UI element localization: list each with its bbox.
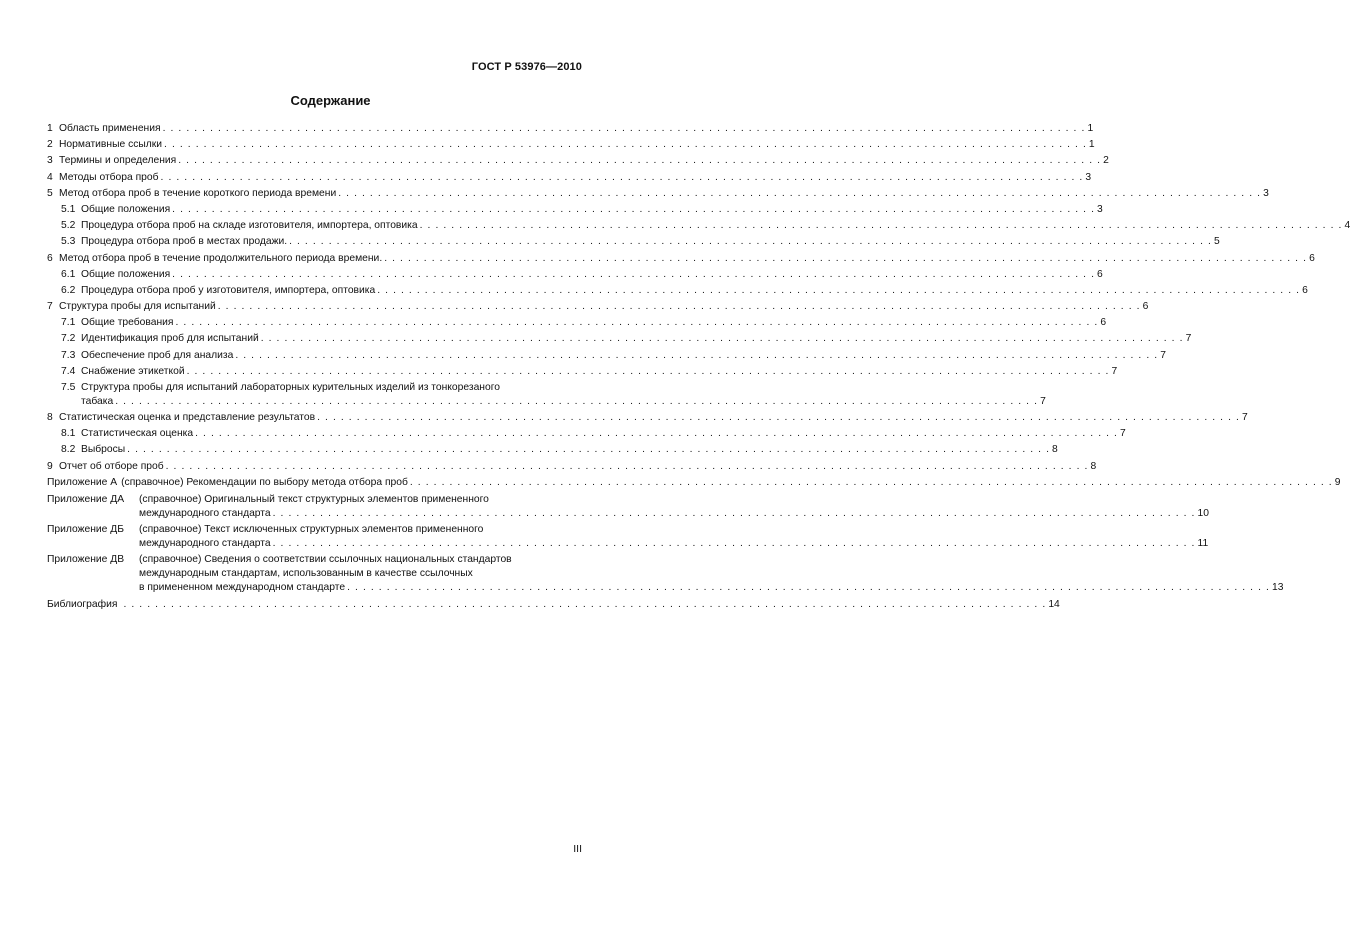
toc-entry-label: Структура пробы для испытаний xyxy=(59,301,216,313)
toc-entry-label: Обеспечение проб для анализа xyxy=(81,349,234,361)
toc-entry-number: 8 xyxy=(47,412,53,423)
toc-leader-dots: . . . . . . . . . . . . . . . . . . . . . . . . . . . . . . . . . . . . . . . . . . . . . . . . . . . . . . . . . . . . . . . . . . . . . . . . . . . . . . . . . . . . . . . . . . . . . . . . . . . . . . . . . . . . . . . . . . . . . xyxy=(347,581,1270,593)
toc-entry-number: 5.3 xyxy=(61,236,76,248)
toc-entry xyxy=(47,523,1209,551)
toc-entry-number: 5.1 xyxy=(61,203,76,215)
toc-leader-dots: . . . . . . . . . . . . . . . . . . . . . . . . . . . . . . . . . . . . . . . . . . . . . . . . . . . . . . . . . . . . . . . . . . . . . . . . . . . . . . . . . . . . . . . . . . . . . . . . . . . . . . . . . . . . . . . . . . . . . xyxy=(272,507,1196,519)
page-title: Содержание xyxy=(290,93,371,108)
toc-entry-number: Приложение ДВ xyxy=(47,553,125,565)
toc-entry-page: 6 xyxy=(1309,252,1315,264)
toc-entry-page: 5 xyxy=(1213,236,1220,248)
toc-entry xyxy=(47,251,1315,267)
toc-entry-page: 7 xyxy=(1040,396,1046,407)
toc-entry-page: 4 xyxy=(1344,220,1350,232)
toc-entry-firstline xyxy=(61,381,582,395)
toc-entry-page: 8 xyxy=(1052,444,1058,456)
toc-entry-number: 6.2 xyxy=(61,284,76,296)
toc-entry-page: 6 xyxy=(1302,284,1308,296)
toc-entry-number: Приложение А xyxy=(47,476,118,488)
toc-leader-dots: . . . . . . . . . . . . . . . . . . . . . . . . . . . . . . . . . . . . . . . . . . . . . . . . . . . . . . . . . . . . . . . . . . . . . . . . . . . . . . . . . . . . . . . . . . . . . . . . . . . . . . . . . . . . . . . . . . . . . xyxy=(172,268,1096,280)
toc-entry-number: Библиография xyxy=(47,598,118,610)
toc-leader-dots: . . . . . . . . . . . . . . . . . . . . . . . . . . . . . . . . . . . . . . . . . . . . . . . . . . . . . . . . . . . . . . . . . . . . . . . . . . . . . . . . . . . . . . . . . . . . . . . . . . . . . . . . . . . . . . . . . . . . . xyxy=(272,537,1196,549)
toc-entry xyxy=(47,459,1097,475)
toc-entry-label: Общие положения xyxy=(81,268,171,280)
toc-entry-number: Приложение ДА xyxy=(47,493,125,505)
toc-leader-dots: . . . . . . . . . . . . . . . . . . . . . . . . . . . . . . . . . . . . . . . . . . . . . . . . . . . . . . . . . . . . . . . . . . . . . . . . . . . . . . . . . . . . . . . . . . . . . . . . . . . . . . . . . . . . . . . . . . . . . xyxy=(160,171,1084,183)
toc-entry-label: Статистическая оценка и представление результатов xyxy=(59,412,316,423)
toc-entry-label: Снабжение этикеткой xyxy=(81,365,185,377)
toc-entry-continuation: международного стандарта xyxy=(139,537,271,549)
toc-entry-page: 7 xyxy=(1120,428,1126,440)
toc-entry-label: Методы отбора проб xyxy=(59,171,159,183)
toc-entry xyxy=(47,331,1192,347)
toc-leader-dots: . . . . . . . . . . . . . . . . . . . . . . . . . . . . . . . . . . . . . . . . . . . . . . . . . . . . . . . . . . . . . . . . . . . . . . . . . . . . . . . . . . . . . . . . . . . . . . . . . . . . . . . . . . . . . . . . . . . . . xyxy=(162,123,1086,134)
toc-entry-number: 5 xyxy=(47,187,53,199)
toc-leader-dots: . . . . . . . . . . . . . . . . . . . . . . . . . . . . . . . . . . . . . . . . . . . . . . . . . . . . . . . . . . . . . . . . . . . . . . . . . . . . . . . . . . . . . . . . . . . . . . . . . . . . . . . . . . . . . . . . . . . . . xyxy=(384,252,1308,264)
toc-entry-number: 3 xyxy=(47,155,53,167)
toc-leader-dots: . . . . . . . . . . . . . . . . . . . . . . . . . . . . . . . . . . . . . . . . . . . . . . . . . . . . . . . . . . . . . . . . . . . . . . . . . . . . . . . . . . . . . . . . . . . . . . . . . . . . . . . . . . . . . . . . . . . . . xyxy=(195,428,1119,440)
toc-entry xyxy=(47,121,1094,137)
toc-entry-page: 7 xyxy=(1160,349,1166,361)
toc-entry-label: Нормативные ссылки xyxy=(59,139,163,151)
toc-leader-dots: . . . . . . . . . . . . . . . . . . . . . . . . . . . . . . . . . . . . . . . . . . . . . . . . . . . . . . . . . . . . . . . . . . . . . . . . . . . . . . . . . . . . . . . . . . . . . . . . . . . . . . . . . . . . . . . . . . . . . xyxy=(164,139,1087,151)
table-of-contents xyxy=(47,121,1350,613)
toc-entry-label: (справочное) Оригинальный текст структурных элементов примененного xyxy=(139,493,489,505)
toc-leader-dots: . . . . . . . . . . . . . . . . . . . . . . . . . . . . . . . . . . . . . . . . . . . . . . . . . . . . . . . . . . . . . . . . . . . . . . . . . . . . . . . . . . . . . . . . . . . . . . . . . . . . . . . . . . . . . . . . . . . . . xyxy=(127,444,1051,456)
toc-entry-page: 1 xyxy=(1088,139,1095,151)
toc-entry-label: Область применения xyxy=(59,123,161,134)
toc-entry xyxy=(47,234,1220,250)
toc-leader-dots: . . . . . . . . . . . . . . . . . . . . . . . . . . . . . . . . . . . . . . . . . . . . . . . . . . . . . . . . . . . . . . . . . . . . . . . . . . . . . . . . . . . . . . . . . . . . . . . . . . . . . . . . . . . . . . . . . . . . . xyxy=(165,460,1089,472)
toc-entry-label: Статистическая оценка xyxy=(81,428,194,440)
toc-entry-number: 7.5 xyxy=(61,382,76,393)
toc-entry-page: 3 xyxy=(1263,187,1269,199)
toc-entry-lastline xyxy=(47,507,1209,521)
toc-entry-number: Приложение ДБ xyxy=(47,523,124,535)
toc-entry-page: 2 xyxy=(1103,155,1109,167)
toc-leader-dots: . . . . . . . . . . . . . . . . . . . . . . . . . . . . . . . . . . . . . . . . . . . . . . . . . . . . . . . . . . . . . . . . . . . . . . . . . . . . . . . . . . . . . . . . . . . . . . . . . . . . . . . . . . . . . . . . . . . . . xyxy=(186,365,1110,377)
toc-entry-label: Общие положения xyxy=(81,203,171,215)
toc-entry-page: 3 xyxy=(1097,203,1103,215)
toc-leader-dots: . . . . . . . . . . . . . . . . . . . . . . . . . . . . . . . . . . . . . . . . . . . . . . . . . . . . . . . . . . . . . . . . . . . . . . . . . . . . . . . . . . . . . . . . . . . . . . . . . . . . . . . . . . . . . . . . . . . . . xyxy=(289,236,1212,248)
toc-leader-dots: . . . . . . . . . . . . . . . . . . . . . . . . . . . . . . . . . . . . . . . . . . . . . . . . . . . . . . . . . . . . . . . . . . . . . . . . . . . . . . . . . . . . . . . . . . . . . . . . . . . . . . . . . . . . . . . . . . . . . xyxy=(178,155,1102,167)
toc-leader-dots: . . . . . . . . . . . . . . . . . . . . . . . . . . . . . . . . . . . . . . . . . . . . . . . . . . . . . . . . . . . . . . . . . . . . . . . . . . . . . . . . . . . . . . . . . . . . . . . . . . . . . . . . . . . . . . . . . . . . . xyxy=(377,284,1301,296)
toc-entry-number: 5.2 xyxy=(61,220,76,232)
toc-entry-number: 9 xyxy=(47,460,53,472)
toc-entry-number: 8.2 xyxy=(61,444,76,456)
toc-entry-page: 11 xyxy=(1197,537,1209,549)
toc-leader-dots: . . . . . . . . . . . . . . . . . . . . . . . . . . . . . . . . . . . . . . . . . . . . . . . . . . . . . . . . . . . . . . . . . . . . . . . . . . . . . . . . . . . . . . . . . . . . . . . . . . . . . . . . . . . . . . . . . . . . . xyxy=(123,598,1047,610)
toc-entry-firstline xyxy=(47,523,582,537)
toc-entry-page: 7 xyxy=(1185,333,1192,345)
toc-entry xyxy=(47,218,1350,234)
toc-entry-page: 14 xyxy=(1048,598,1060,610)
toc-entry-number: 2 xyxy=(47,139,53,151)
toc-entry-page: 13 xyxy=(1271,581,1284,593)
toc-entry-number: 7.1 xyxy=(61,317,76,329)
toc-entry-continuation: в примененном международном стандарте xyxy=(139,581,346,593)
toc-entry xyxy=(47,299,1149,315)
toc-entry-label: (справочное) Текст исключенных структурных элементов примененного xyxy=(139,523,484,535)
toc-entry-label: Термины и определения xyxy=(59,155,177,167)
toc-entry-number: 1 xyxy=(47,123,53,134)
toc-entry-page: 10 xyxy=(1197,507,1209,519)
toc-entry xyxy=(47,597,1060,613)
toc-entry-label: Процедура отбора проб в местах продажи. xyxy=(81,236,288,248)
toc-entry-firstline xyxy=(47,493,582,507)
toc-entry-label: Отчет об отборе проб xyxy=(59,460,164,472)
toc-entry-page: 6 xyxy=(1097,268,1103,280)
toc-entry-label: Процедура отбора проб на складе изготовителя, импортера, оптовика xyxy=(81,220,418,232)
toc-entry-lastline xyxy=(47,537,1209,551)
toc-leader-dots: . . . . . . . . . . . . . . . . . . . . . . . . . . . . . . . . . . . . . . . . . . . . . . . . . . . . . . . . . . . . . . . . . . . . . . . . . . . . . . . . . . . . . . . . . . . . . . . . . . . . . . . . . . . . . . . . . . . . . xyxy=(235,349,1159,361)
page-number: III xyxy=(573,843,582,855)
toc-entry-label: Структура пробы для испытаний лабораторных курительных изделий из тонкорезаного xyxy=(81,382,500,393)
toc-leader-dots: . . . . . . . . . . . . . . . . . . . . . . . . . . . . . . . . . . . . . . . . . . . . . . . . . . . . . . . . . . . . . . . . . . . . . . . . . . . . . . . . . . . . . . . . . . . . . . . . . . . . . . . . . . . . . . . . . . . . . xyxy=(172,203,1096,215)
toc-entry-continuation: международным стандартам, использованным в качестве ссылочных xyxy=(139,567,473,579)
toc-entry-page: 1 xyxy=(1087,123,1094,134)
toc-entry xyxy=(47,267,1103,283)
toc-entry xyxy=(47,315,1107,331)
toc-entry-page: 3 xyxy=(1085,171,1092,183)
toc-entry-page: 7 xyxy=(1241,412,1248,423)
toc-entry xyxy=(47,426,1126,442)
toc-leader-dots: . . . . . . . . . . . . . . . . . . . . . . . . . . . . . . . . . . . . . . . . . . . . . . . . . . . . . . . . . . . . . . . . . . . . . . . . . . . . . . . . . . . . . . . . . . . . . . . . . . . . . . . . . . . . . . . . . . . . . xyxy=(260,333,1184,345)
toc-entry-number: 6.1 xyxy=(61,268,76,280)
toc-entry-number: 7.3 xyxy=(61,349,76,361)
toc-entry-number: 7.2 xyxy=(61,333,76,345)
toc-entry xyxy=(47,186,1269,202)
toc-entry-lastline xyxy=(61,395,1046,409)
toc-entry-page: 6 xyxy=(1142,301,1149,313)
toc-entry-label: Общие требования xyxy=(81,317,174,329)
toc-leader-dots: . . . . . . . . . . . . . . . . . . . . . . . . . . . . . . . . . . . . . . . . . . . . . . . . . . . . . . . . . . . . . . . . . . . . . . . . . . . . . . . . . . . . . . . . . . . . . . . . . . . . . . . . . . . . . . . . . . . . . xyxy=(175,317,1099,329)
toc-entry-continuation: табака xyxy=(81,396,114,407)
toc-entry-number: 6 xyxy=(47,252,53,264)
toc-entry-page: 6 xyxy=(1100,317,1107,329)
toc-leader-dots: . . . . . . . . . . . . . . . . . . . . . . . . . . . . . . . . . . . . . . . . . . . . . . . . . . . . . . . . . . . . . . . . . . . . . . . . . . . . . . . . . . . . . . . . . . . . . . . . . . . . . . . . . . . . . . . . . . . . . xyxy=(217,301,1141,313)
toc-entry-label: Метод отбора проб в течение продолжительного периода времени. xyxy=(59,252,383,264)
toc-leader-dots: . . . . . . . . . . . . . . . . . . . . . . . . . . . . . . . . . . . . . . . . . . . . . . . . . . . . . . . . . . . . . . . . . . . . . . . . . . . . . . . . . . . . . . . . . . . . . . . . . . . . . . . . . . . . . . . . . . . . . xyxy=(419,220,1343,232)
toc-entry-number: 4 xyxy=(47,171,53,183)
toc-entry xyxy=(47,153,1109,169)
toc-entry-label: Процедура отбора проб у изготовителя, импортера, оптовика xyxy=(81,284,376,296)
toc-entry-label: Метод отбора проб в течение короткого периода времени xyxy=(59,187,337,199)
toc-entry-page: 8 xyxy=(1090,460,1097,472)
toc-entry xyxy=(47,283,1308,299)
toc-entry-lastline xyxy=(47,581,1284,595)
toc-leader-dots: . . . . . . . . . . . . . . . . . . . . . . . . . . . . . . . . . . . . . . . . . . . . . . . . . . . . . . . . . . . . . . . . . . . . . . . . . . . . . . . . . . . . . . . . . . . . . . . . . . . . . . . . . . . . . . . . . . . . . xyxy=(317,412,1240,423)
toc-entry-page: 9 xyxy=(1334,476,1341,488)
toc-entry xyxy=(47,364,1118,380)
toc-entry xyxy=(47,410,1248,426)
toc-entry xyxy=(47,137,1095,153)
toc-entry-number: 7 xyxy=(47,301,53,313)
toc-entry-label: Выбросы xyxy=(81,444,126,456)
toc-entry-page: 7 xyxy=(1111,365,1118,377)
toc-entry-label: (справочное) Рекомендации по выбору метода отбора проб xyxy=(121,476,408,488)
toc-entry xyxy=(47,442,1058,458)
toc-entry xyxy=(47,475,1341,491)
toc-leader-dots: . . . . . . . . . . . . . . . . . . . . . . . . . . . . . . . . . . . . . . . . . . . . . . . . . . . . . . . . . . . . . . . . . . . . . . . . . . . . . . . . . . . . . . . . . . . . . . . . . . . . . . . . . . . . . . . . . . . . . xyxy=(409,476,1333,488)
toc-entry xyxy=(47,553,1284,595)
toc-entry-firstline xyxy=(47,553,582,567)
toc-entry xyxy=(47,202,1103,218)
toc-entry xyxy=(47,348,1166,364)
toc-entry-label: Идентификация проб для испытаний xyxy=(81,333,259,345)
toc-entry-number: 7.4 xyxy=(61,365,76,377)
toc-entry-continuation: международного стандарта xyxy=(139,507,271,519)
toc-entry xyxy=(47,170,1092,186)
toc-entry-number: 8.1 xyxy=(61,428,76,440)
toc-entry xyxy=(47,493,1209,521)
toc-leader-dots: . . . . . . . . . . . . . . . . . . . . . . . . . . . . . . . . . . . . . . . . . . . . . . . . . . . . . . . . . . . . . . . . . . . . . . . . . . . . . . . . . . . . . . . . . . . . . . . . . . . . . . . . . . . . . . . . . . . . . xyxy=(338,187,1262,199)
toc-leader-dots: . . . . . . . . . . . . . . . . . . . . . . . . . . . . . . . . . . . . . . . . . . . . . . . . . . . . . . . . . . . . . . . . . . . . . . . . . . . . . . . . . . . . . . . . . . . . . . . . . . . . . . . . . . . . . . . . . . . . . xyxy=(115,396,1039,407)
toc-entry-label: (справочное) Сведения о соответствии ссылочных национальных стандартов xyxy=(139,553,512,565)
toc-entry xyxy=(47,381,1046,409)
document-header: ГОСТ Р 53976—2010 xyxy=(471,61,582,73)
